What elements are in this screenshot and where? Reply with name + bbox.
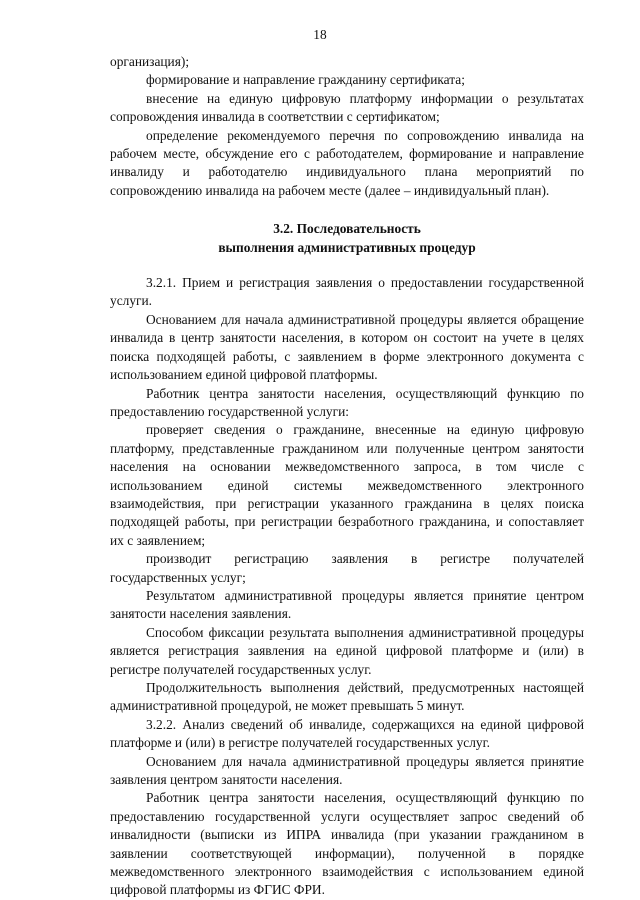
document-body: [110, 53, 584, 900]
paragraph: формирование и направление гражданину сертификата;: [146, 72, 465, 88]
section-heading-line: 3.2. Последовательность: [273, 221, 421, 237]
paragraph: 3.2.1. Прием и регистрация заявления о предоставлении государственной услуги.: [110, 275, 584, 309]
section-heading-line: выполнения административных процедур: [218, 239, 476, 255]
paragraph: Способом фиксации результата выполнения административной процедуры является регистрация заявления на единой цифровой платформе и (или) в регистре получателей государственных услуг.: [110, 624, 584, 677]
page-number: 18: [313, 27, 327, 42]
paragraph: проверяет сведения о гражданине, внесенные на единую цифровую платформу, представленные гражданином или полученные центром занятости населения на основании межведомственного запроса, в том числе с использованием единой системы межведомственного электронного взаимодействия, при регистрации указанного гражданина в целях поиска подходящей работы, при регистрации безработного гражданина, и сопоставляет их с заявлением;: [110, 422, 584, 548]
paragraph: Основанием для начала административной процедуры является обращение инвалида в центр занятости населения, в котором он состоит на учете в целях поиска подходящей работы, с заявлением в форме электронного документа с использованием единой цифровой платформы.: [110, 311, 584, 383]
paragraph: Работник центра занятости населения, осуществляющий функцию по предоставлению государственной услуги:: [110, 385, 584, 419]
paragraph: Основанием для начала административной процедуры является принятие заявления центром занятости населения.: [110, 753, 584, 788]
paragraph: Работник центра занятости населения, осуществляющий функцию по предоставлению государственной услуги осуществляет запрос сведений об инвалидности (выписки из ИПРА инвалида (при указании гражданином в заявлении соответствующей информации), полученной в порядке межведомственного электронного взаимодействия с использованием единой цифровой платформы из ФГИС ФРИ.: [110, 790, 584, 898]
paragraph: определение рекомендуемого перечня по сопровождению инвалида на рабочем месте, обсуждение его с работодателем, формирование и направление инвалиду и работодателю индивидуального плана мероприятий по сопровождению инвалида на рабочем месте (далее – индивидуальный план).: [110, 127, 584, 198]
paragraph: внесение на единую цифровую платформу информации о результатах сопровождения инвалида в соответствии с сертификатом;: [110, 90, 584, 125]
paragraph: 3.2.2. Анализ сведений об инвалиде, содержащихся на единой цифровой платформе и (или) в регистре получателей государственных услуг.: [110, 716, 584, 751]
paragraph: Продолжительность выполнения действий, предусмотренных настоящей административной процедурой, не может превышать 5 минут.: [110, 680, 584, 714]
section-heading: [110, 220, 584, 257]
paragraph: Результатом административной процедуры является принятие центром занятости населения заявления.: [110, 587, 584, 622]
paragraph: производит регистрацию заявления в регистре получателей государственных услуг;: [110, 551, 584, 585]
paragraph: организация);: [110, 54, 190, 69]
